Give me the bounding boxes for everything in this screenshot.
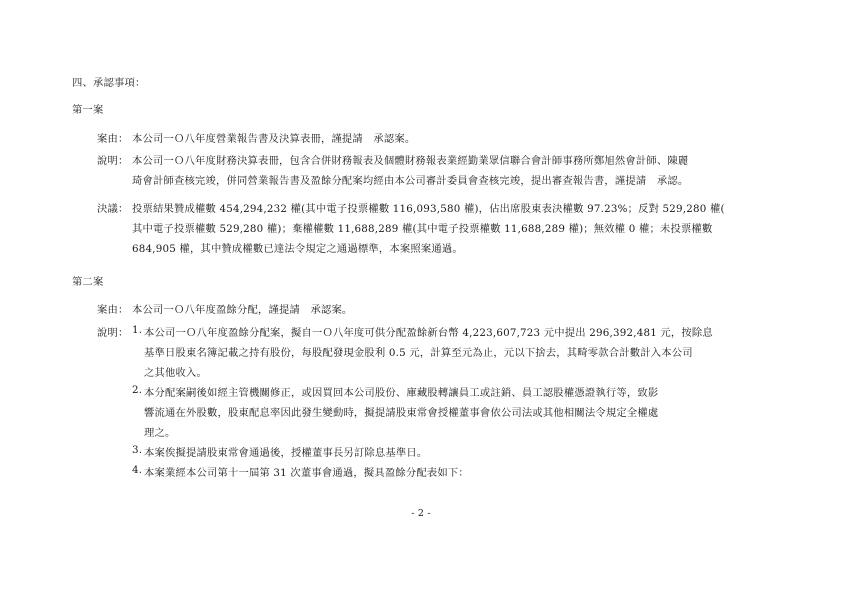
- case-2-item-3-number: 3.: [132, 444, 143, 456]
- case-2-item-2-line-3: 理之。: [144, 427, 176, 439]
- case-1-resolution-line-1: 投票結果贊成權數 454,294,232 權(其中電子投票權數 116,093,580 權)，佔出席股東表決權數 97.23%；反對 529,280 權(: [132, 203, 725, 215]
- case-1-resolution-line-3: 684,905 權，其中贊成權數已達法令規定之通過標準，本案照案通過。: [132, 243, 463, 255]
- case-2-reason-label: 案由：: [97, 304, 129, 316]
- case-2-reason-text: 本公司一Ｏ八年度盈餘分配，謹提請 承認案。: [132, 304, 353, 316]
- case-2-item-3-line-1: 本案俟擬提請股東常會通過後，授權董事長另訂除息基準日。: [144, 447, 428, 459]
- case-1-reason-label: 案由：: [97, 133, 129, 145]
- case-1-title: 第一案: [72, 104, 104, 116]
- case-2-item-1-line-1: 本公司一Ｏ八年度盈餘分配案，擬自一Ｏ八年度可供分配盈餘新台幣 4,223,607,723 元中提出 296,392,481 元，按除息: [144, 327, 713, 339]
- section-heading: 四、承認事項：: [72, 77, 146, 89]
- case-1-explain-line-2: 琦會計師查核完竣，併同營業報告書及盈餘分配案均經由本公司審計委員會查核完竣，提出審查報告書，謹提請 承認。: [132, 175, 689, 187]
- case-1-resolution-line-2: 其中電子投票權數 529,280 權)；棄權權數 11,688,289 權(其中電子投票權數 11,688,289 權)；無效權 0 權；未投票權數: [132, 223, 713, 235]
- case-2-title: 第二案: [72, 276, 104, 288]
- case-2-item-2-line-1: 本分配案嗣後如經主管機關修正，或因買回本公司股份、庫藏股轉讓員工或註銷、員工認股權憑證執行等，致影: [144, 387, 659, 399]
- case-2-item-1-number: 1.: [132, 324, 143, 336]
- case-2-item-4-number: 4.: [132, 464, 143, 476]
- case-1-resolution-label: 決議：: [97, 203, 129, 215]
- case-1-reason-text: 本公司一Ｏ八年度營業報告書及決算表冊，謹提請 承認案。: [132, 133, 416, 145]
- case-2-item-1-line-2: 基準日股東名簿記載之持有股份，每股配發現金股利 0.5 元，計算至元為止，元以下捨去，其畸零款合計數計入本公司: [144, 347, 693, 359]
- case-1-explain-label: 說明：: [97, 155, 129, 167]
- case-2-item-1-line-3: 之其他收入。: [144, 367, 207, 379]
- page-number: - 2 -: [411, 508, 431, 519]
- case-2-item-4-line-1: 本案業經本公司第十一屆第 31 次董事會通過，擬具盈餘分配表如下：: [144, 467, 469, 479]
- case-1-explain-line-1: 本公司一Ｏ八年度財務決算表冊，包含合併財務報表及個體財務報表業經勤業眾信聯合會計師事務所鄭旭然會計師、陳麗: [132, 155, 689, 167]
- case-2-item-2-number: 2.: [132, 384, 143, 396]
- case-2-item-2-line-2: 響流通在外股數，股東配息率因此發生變動時，擬提請股東常會授權董事會依公司法或其他相關法令規定全權處: [144, 407, 659, 419]
- case-2-explain-label: 說明：: [97, 327, 129, 339]
